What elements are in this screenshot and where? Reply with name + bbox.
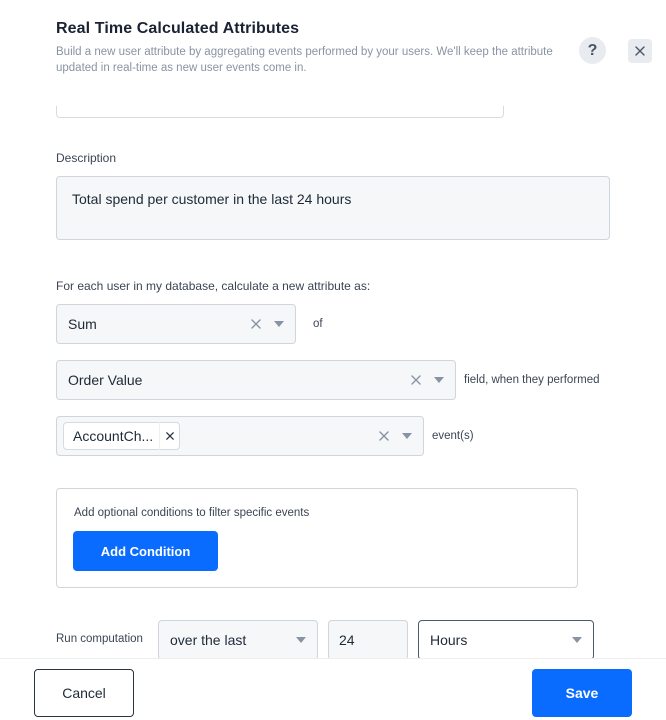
event-tag-label: AccountCh... xyxy=(73,428,154,444)
clear-icon[interactable] xyxy=(376,428,392,444)
conditions-panel xyxy=(56,488,578,588)
chevron-down-icon xyxy=(434,377,444,383)
conditions-hint: Add optional conditions to filter specific events xyxy=(74,507,310,519)
time-window-value: over the last xyxy=(170,632,247,648)
chevron-down-icon xyxy=(274,321,284,327)
aggregation-value: Sum xyxy=(68,316,97,332)
events-suffix: event(s) xyxy=(432,430,474,442)
close-button[interactable] xyxy=(628,39,652,63)
events-multiselect[interactable] xyxy=(56,416,424,456)
remove-tag-icon[interactable] xyxy=(159,422,179,450)
clear-icon[interactable] xyxy=(248,316,264,332)
aggregation-suffix: of xyxy=(313,318,323,330)
question-icon: ? xyxy=(587,41,598,59)
save-button[interactable]: Save xyxy=(532,669,632,717)
run-computation-label: Run computation xyxy=(56,633,143,645)
event-tag xyxy=(63,422,180,450)
close-icon xyxy=(635,46,645,56)
aggregation-select[interactable] xyxy=(56,304,296,344)
form-scroll-area[interactable] xyxy=(0,100,666,658)
time-window-select[interactable] xyxy=(158,620,318,658)
description-textarea[interactable]: Total spend per customer in the last 24 hours xyxy=(56,176,610,240)
time-unit-select[interactable] xyxy=(418,620,594,658)
modal-title: Real Time Calculated Attributes xyxy=(56,20,300,37)
modal-subtitle: Build a new user attribute by aggregating events performed by your users. We'll keep the attribute updated in real-time as new user events come in. xyxy=(56,46,553,74)
clear-icon[interactable] xyxy=(408,372,424,388)
chevron-down-icon xyxy=(572,637,582,643)
chevron-down-icon xyxy=(402,433,412,439)
scroll-fade xyxy=(0,100,666,106)
cancel-button[interactable]: Cancel xyxy=(34,669,134,717)
field-suffix: field, when they performed xyxy=(464,374,600,386)
chevron-down-icon xyxy=(296,637,306,643)
field-select[interactable] xyxy=(56,360,456,400)
description-label: Description xyxy=(56,151,117,165)
field-value: Order Value xyxy=(68,372,143,388)
events-value-container xyxy=(67,422,376,450)
calculation-intro: For each user in my database, calculate a new attribute as: xyxy=(56,279,371,293)
help-button[interactable] xyxy=(579,37,606,64)
amount-input[interactable]: 24 xyxy=(328,620,408,658)
time-unit-value: Hours xyxy=(430,632,468,648)
add-condition-button[interactable]: Add Condition xyxy=(73,531,218,571)
modal-footer xyxy=(0,658,666,720)
